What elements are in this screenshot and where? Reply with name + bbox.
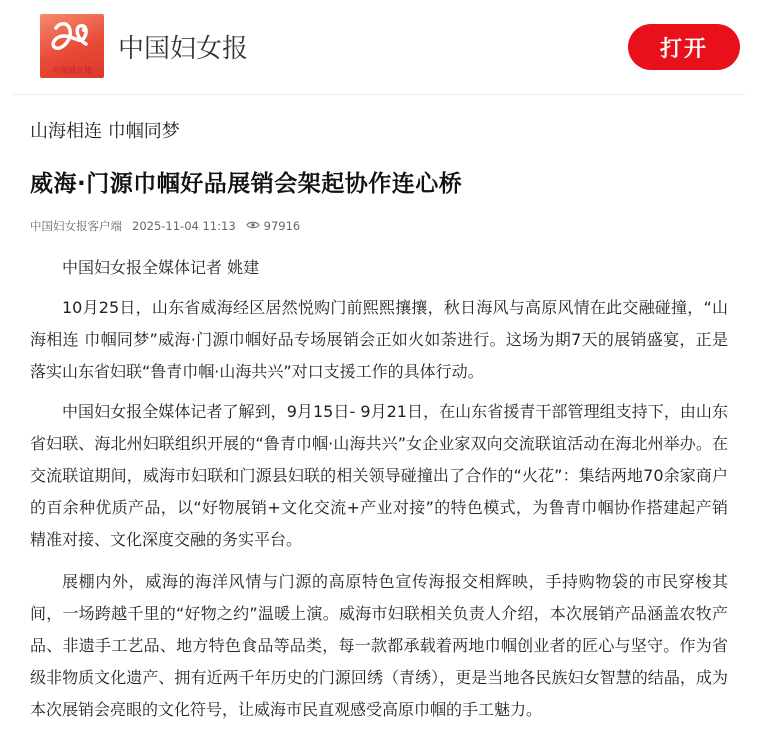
article-title: 威海·门源巾帼好品展销会架起协作连心桥 [30, 171, 463, 197]
article [0, 117, 758, 726]
article-paragraph: 展棚内外，威海的海洋风情与门源的高原特色宣传海报交相辉映，手持购物袋的市民穿梭其间，一场跨越千里的“好物之约”温暖上演。威海市妇联相关负责人介绍，本次展销产品涵盖农牧产品、非遗手工艺品、地方特色食品等品类，每一款都承载着两地巾帼创业者的匠心与坚守。作为省级非物质文化遗产、拥有近两千年历史的门源回绣（青绣），更是当地各民族妇女智慧的结晶，成为本次展销会亮眼的文化符号，让威海市民直观感受高原巾帼的手工魅力。 [30, 572, 728, 719]
eye-icon [246, 219, 260, 233]
app-logo[interactable] [40, 14, 104, 78]
article-meta [30, 218, 728, 234]
view-count: 97916 [263, 219, 301, 233]
article-kicker: 山海相连 巾帼同梦 [30, 121, 180, 142]
logo-mark-icon [40, 14, 104, 66]
article-source: 中国妇女报客户端 [30, 219, 122, 233]
app-name: 中国妇女报 [118, 34, 249, 64]
article-paragraph: 中国妇女报全媒体记者了解到，9月15日- 9月21日，在山东省援青干部管理组支持下，由山东省妇联、海北州妇联组织开展的“鲁青巾帼·山海共兴”女企业家双向交流联谊活动在海北州举办。在交流联谊期间，威海市妇联和门源县妇联的相关领导碰撞出了合作的“火花”：集结两地70余家商户的百余种优质产品，以“好物展销+文化交流+产业对接”的特色模式，为鲁青巾帼协作搭建起产销精准对接、文化深度交融的务实平台。 [30, 402, 728, 549]
article-datetime: 2025-11-04 11:13 [132, 219, 236, 233]
app-banner [12, 0, 746, 95]
logo-caption: 中国婦女報 [52, 66, 92, 75]
open-app-button[interactable]: 打开 [628, 24, 740, 70]
article-paragraph: 10月25日，山东省威海经区居然悦购门前熙熙攘攘，秋日海风与高原风情在此交融碰撞，“山海相连 巾帼同梦”威海·门源巾帼好品专场展销会正如火如荼进行。这场为期7天的展销盛宴，正是落实山东省妇联“鲁青巾帼·山海共兴”对口支援工作的具体行动。 [30, 298, 728, 381]
article-byline: 中国妇女报全媒体记者 姚建 [62, 258, 260, 277]
